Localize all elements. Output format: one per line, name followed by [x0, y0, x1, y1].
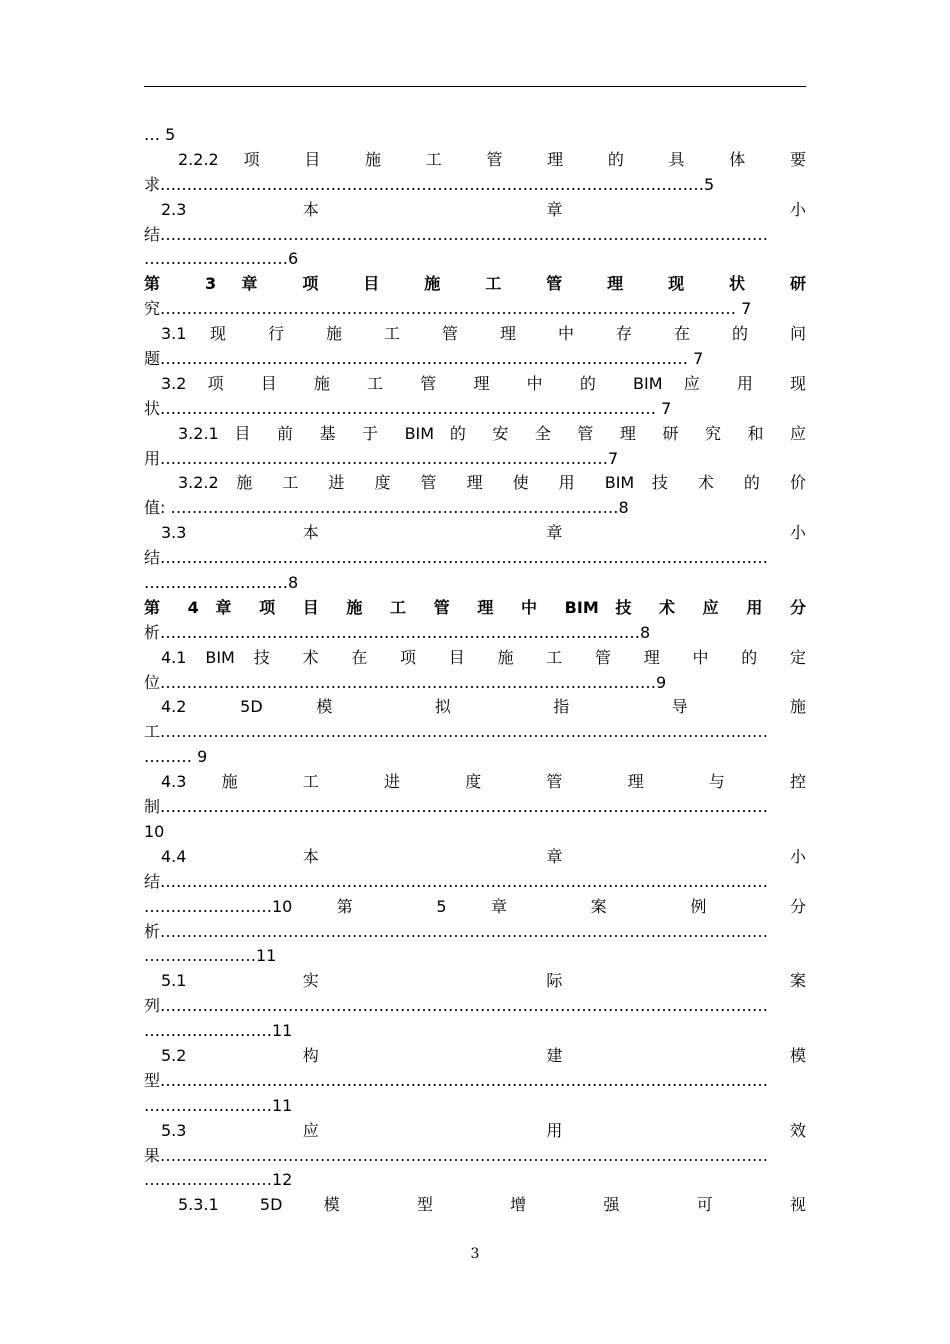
toc-entry-5-3-1[interactable]	[144, 1193, 806, 1218]
toc-line: ……………………11	[144, 1021, 293, 1041]
header-rule	[144, 86, 806, 87]
toc-line: 值: …………………………………………………………………………8	[144, 498, 629, 518]
toc-line: 5.3.1 5D 模 型 增 强 可 视	[178, 1195, 806, 1215]
toc-chapter-4[interactable]	[144, 596, 806, 621]
toc-entry-2-2-2[interactable]	[144, 148, 806, 173]
toc-line: 求…………………………………………………………………………………………5	[144, 174, 715, 194]
toc-entry-4-3[interactable]	[144, 770, 806, 795]
toc-content	[144, 123, 806, 1218]
toc-line: 5.3 应 用 效	[161, 1120, 806, 1140]
toc-line: 4.1 BIM 技 术 在 项 目 施 工 管 理 中 的 定	[161, 647, 806, 667]
toc-line: 10	[144, 821, 165, 841]
toc-entry-4-2[interactable]	[144, 695, 806, 720]
toc-line: 3.2 项 目 施 工 管 理 中 的 BIM 应 用 现	[161, 373, 806, 393]
toc-line: ……… 9	[144, 747, 208, 767]
toc-line: 2.3 本 章 小	[161, 199, 806, 219]
toc-entry-5-3[interactable]	[144, 1119, 806, 1144]
toc-line: ……………………11	[144, 1095, 293, 1115]
toc-entry-3-1[interactable]	[144, 322, 806, 347]
toc-line: 结……………………………………………………………………………………………………	[144, 871, 768, 891]
toc-line: 结……………………………………………………………………………………………………	[144, 548, 768, 568]
toc-line: 4.4 本 章 小	[161, 846, 806, 866]
toc-entry-4-1[interactable]	[144, 646, 806, 671]
toc-line: ……………………12	[144, 1170, 293, 1190]
toc-line: 结……………………………………………………………………………………………………	[144, 224, 768, 244]
toc-line: …………………11	[144, 946, 277, 966]
toc-line: 工……………………………………………………………………………………………………	[144, 722, 768, 742]
toc-line: 制……………………………………………………………………………………………………	[144, 797, 768, 817]
toc-line: 用…………………………………………………………………………7	[144, 448, 619, 468]
toc-line: 3.2.1 目 前 基 于 BIM 的 安 全 管 理 研 究 和 应	[178, 423, 806, 443]
toc-entry-3-2-2[interactable]	[144, 471, 806, 496]
toc-entry-3-2-1[interactable]	[144, 422, 806, 447]
toc-entry-5-1[interactable]	[144, 969, 806, 994]
toc-line: ………………………6	[144, 249, 299, 269]
toc-line: 3.2.2 施 工 进 度 管 理 使 用 BIM 技 术 的 价	[178, 473, 806, 493]
toc-line: 3.1 现 行 施 工 管 理 中 存 在 的 问	[161, 324, 806, 344]
toc-line: 果……………………………………………………………………………………………………	[144, 1145, 768, 1165]
toc-line: 5.2 构 建 模	[161, 1045, 806, 1065]
toc-entry-5-2[interactable]	[144, 1044, 806, 1069]
toc-line: 4.2 5D 模 拟 指 导 施	[161, 697, 806, 717]
toc-line: 状………………………………………………………………………………… 7	[144, 398, 672, 418]
toc-entry-3-3[interactable]	[144, 521, 806, 546]
toc-chapter-3[interactable]	[144, 272, 806, 297]
toc-entry-3-2[interactable]	[144, 372, 806, 397]
toc-line: ………………………8	[144, 573, 299, 593]
toc-entry-2-3[interactable]	[144, 198, 806, 223]
toc-line: 析……………………………………………………………………………………………………	[144, 921, 768, 941]
toc-line: 5.1 实 际 案	[161, 971, 806, 991]
page-number: 3	[470, 1246, 480, 1262]
toc-line: 究……………………………………………………………………………………………… 7	[144, 299, 752, 319]
toc-line: 4.3 施 工 进 度 管 理 与 控	[161, 772, 806, 792]
toc-line: 第 3 章 项 目 施 工 管 理 现 状 研	[144, 274, 806, 294]
toc-line: 3.3 本 章 小	[161, 523, 806, 543]
toc-line: ……………………10 第 5 章 案 例 分	[144, 896, 806, 916]
toc-line: 2.2.2 项 目 施 工 管 理 的 具 体 要	[178, 149, 806, 169]
toc-line: 析………………………………………………………………………………8	[144, 622, 651, 642]
toc-entry-4-4[interactable]	[144, 845, 806, 870]
toc-line: 位…………………………………………………………………………………9	[144, 672, 667, 692]
toc-line: 第 4 章 项 目 施 工 管 理 中 BIM 技 术 应 用 分	[144, 597, 806, 617]
toc-line: 列……………………………………………………………………………………………………	[144, 996, 768, 1016]
toc-line: 型……………………………………………………………………………………………………	[144, 1070, 768, 1090]
toc-line: 题……………………………………………………………………………………… 7	[144, 349, 704, 369]
toc-line: … 5	[144, 125, 176, 144]
toc-chapter-5[interactable]	[144, 895, 806, 920]
